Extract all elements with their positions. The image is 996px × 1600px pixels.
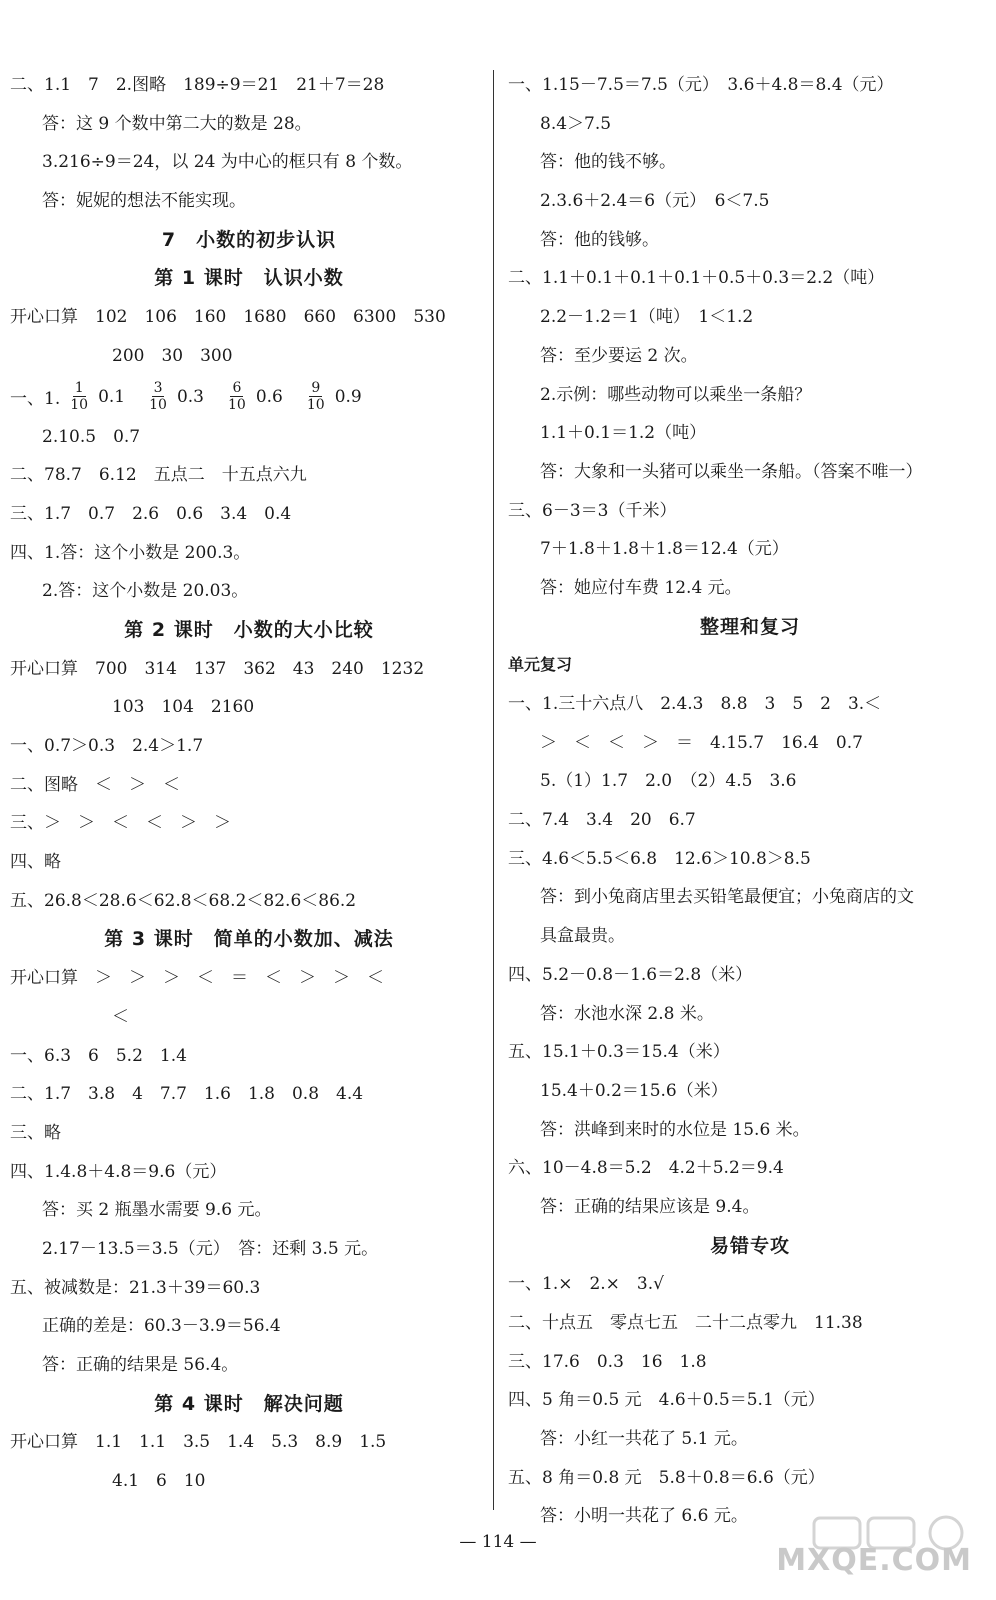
fraction-numerator: 9 <box>311 380 321 396</box>
answer-line: 四、5 角＝0.5 元 4.6＋0.5＝5.1（元） <box>508 1390 825 1411</box>
answer-line: 五、8 角＝0.8 元 5.8＋0.8＝6.6（元） <box>508 1467 825 1488</box>
answer-line: 四、1.4.8＋4.8＝9.6（元） <box>10 1161 227 1182</box>
decimal-value: 0.1 <box>98 386 126 407</box>
answer-line: 三、17.6 0.3 16 1.8 <box>508 1351 707 1372</box>
answer-line: 二、7.4 3.4 20 6.7 <box>508 810 696 831</box>
answer-line: ＞ ＜ ＜ ＞ ＝ 4.15.7 16.4 0.7 <box>540 732 863 753</box>
answer-line: 答：到小兔商店里去买铅笔最便宜；小兔商店的文 <box>540 887 914 908</box>
lesson-title: 第 1 课时 认识小数 <box>154 267 344 290</box>
answer-line: 答：洪峰到来时的水位是 15.6 米。 <box>540 1119 810 1140</box>
answer-line: 2.3.6＋2.4＝6（元） 6＜7.5 <box>540 191 770 212</box>
page-number: — 114 — <box>459 1532 537 1552</box>
answer-line: 三、6－3＝3（千米） <box>508 500 677 521</box>
answer-line: 2.2－1.2＝1（吨） 1＜1.2 <box>540 307 754 328</box>
lesson-title: 第 3 课时 简单的小数加、减法 <box>104 928 394 951</box>
answer-line: 具盒最贵。 <box>540 926 625 947</box>
answer-line: 一、1.15－7.5＝7.5（元） 3.6＋4.8＝8.4（元） <box>508 75 894 95</box>
answer-line: 5.（1）1.7 2.0 （2）4.5 3.6 <box>540 771 797 792</box>
answer-line: 二、1.7 3.8 4 7.7 1.6 1.8 0.8 4.4 <box>10 1084 364 1105</box>
decimal-value: 0.9 <box>334 386 362 407</box>
fraction-denominator: 10 <box>227 397 246 413</box>
watermark-logo <box>776 1514 986 1592</box>
answer-line: 4.1 6 10 <box>112 1471 206 1492</box>
answer-line: 一、6.3 6 5.2 1.4 <box>10 1045 187 1066</box>
answer-line: 开心口算 ＞ ＞ ＞ ＜ ＝ ＜ ＞ ＞ ＜ <box>10 968 384 989</box>
fraction-denominator: 10 <box>70 397 89 413</box>
watermark-text: MXQE.COM <box>776 1543 972 1578</box>
fraction-answer-line <box>10 376 488 418</box>
answer-line: 二、十点五 零点七五 二十二点零九 11.38 <box>508 1313 863 1333</box>
answer-line: 答：她应付车费 12.4 元。 <box>540 577 742 598</box>
answer-line: 开心口算 700 314 137 362 43 240 1232 <box>10 658 425 679</box>
answer-line: 答：小明一共花了 6.6 元。 <box>540 1506 748 1527</box>
answer-line: ＜ <box>112 1006 129 1027</box>
answer-line: 2.示例：哪些动物可以乘坐一条船？ <box>540 384 812 405</box>
left-column <box>10 66 488 1501</box>
fraction-numerator: 1 <box>74 380 84 396</box>
answer-line: 一、1.× 2.× 3.√ <box>508 1274 664 1295</box>
answer-line: 15.4＋0.2＝15.6（米） <box>540 1080 728 1101</box>
answer-line: 五、被减数是：21.3＋39＝60.3 <box>10 1277 261 1298</box>
answer-line: 一、1.三十六点八 2.4.3 8.8 3 5 2 3.＜ <box>508 694 882 714</box>
fraction-prefix: 一、1. <box>10 389 61 409</box>
fraction <box>228 380 246 413</box>
lesson-title: 第 2 课时 小数的大小比较 <box>124 618 374 641</box>
answer-line: 3.216÷9＝24，以 24 为中心的框只有 8 个数。 <box>42 152 413 173</box>
answer-line: 正确的差是：60.3－3.9＝56.4 <box>42 1316 281 1337</box>
answer-line: 四、略 <box>10 852 61 873</box>
fraction-denominator: 10 <box>149 397 167 413</box>
answer-line: 二、78.7 6.12 五点二 十五点六九 <box>10 465 307 486</box>
answer-line: 二、图略 ＜ ＞ ＜ <box>10 774 180 795</box>
answer-line: 103 104 2160 <box>112 697 255 718</box>
column-divider <box>493 70 494 1510</box>
answer-line: 四、5.2－0.8－1.6＝2.8（米） <box>508 964 753 985</box>
answer-line: 二、1.1＋0.1＋0.1＋0.1＋0.5＋0.3＝2.2（吨） <box>508 268 885 289</box>
fraction <box>307 380 325 413</box>
answer-line: 答：正确的结果应该是 9.4。 <box>540 1196 760 1217</box>
right-column <box>508 66 992 1536</box>
unit-title: 7 小数的初步认识 <box>161 228 337 251</box>
answer-line: 答：小红一共花了 5.1 元。 <box>540 1429 748 1450</box>
section-title: 整理和复习 <box>699 615 800 638</box>
answer-line: 答：他的钱不够。 <box>540 152 676 173</box>
answer-line: 答：买 2 瓶墨水需要 9.6 元。 <box>42 1200 272 1221</box>
answer-line: 五、15.1＋0.3＝15.4（米） <box>508 1042 730 1063</box>
answer-line: 答：水池水深 2.8 米。 <box>540 1003 714 1024</box>
fraction <box>149 380 167 413</box>
answer-line: 答：大象和一头猪可以乘坐一条船。（答案不唯一） <box>540 461 923 482</box>
answer-line: 答：至少要运 2 次。 <box>540 345 698 366</box>
answer-line: 2.17－13.5＝3.5（元） 答：还剩 3.5 元。 <box>42 1238 379 1259</box>
answer-line: 2.答：这个小数是 20.03。 <box>42 581 249 602</box>
answer-line: 2.10.5 0.7 <box>42 426 141 447</box>
answer-line: 7＋1.8＋1.8＋1.8＝12.4（元） <box>540 539 789 560</box>
answer-line: 六、10－4.8＝5.2 4.2＋5.2＝9.4 <box>508 1158 784 1179</box>
answer-line: 答：正确的结果是 56.4。 <box>42 1355 239 1375</box>
answer-line: 四、1.答：这个小数是 200.3。 <box>10 542 251 563</box>
answer-line: 一、0.7＞0.3 2.4＞1.7 <box>10 736 204 756</box>
answer-line: 开心口算 1.1 1.1 3.5 1.4 5.3 8.9 1.5 <box>10 1432 387 1453</box>
answer-line: 1.1＋0.1＝1.2（吨） <box>540 423 707 444</box>
answer-line: 答：妮妮的想法不能实现。 <box>42 191 246 212</box>
subsection-title: 单元复习 <box>508 655 573 675</box>
answer-line: 三、4.6＜5.5＜6.8 12.6＞10.8＞8.5 <box>508 848 811 869</box>
answer-line: 五、26.8＜28.6＜62.8＜68.2＜82.6＜86.2 <box>10 890 357 911</box>
fraction-numerator: 3 <box>153 380 163 396</box>
section-title: 易错专攻 <box>709 1234 790 1257</box>
decimal-value: 0.6 <box>255 386 283 407</box>
decimal-value: 0.3 <box>176 386 204 407</box>
answer-line: 二、1.1 7 2.图略 189÷9＝21 21＋7＝28 <box>10 75 385 95</box>
answer-line: 200 30 300 <box>112 345 233 366</box>
answer-line: 开心口算 102 106 160 1680 660 6300 530 <box>10 307 446 328</box>
lesson-title: 第 4 课时 解决问题 <box>154 1392 344 1415</box>
fraction <box>70 380 88 413</box>
answer-line: 答：这 9 个数中第二大的数是 28。 <box>42 113 312 134</box>
fraction-numerator: 6 <box>232 380 242 396</box>
answer-line: 答：他的钱够。 <box>540 229 659 250</box>
answer-line: 三、＞ ＞ ＜ ＜ ＞ ＞ <box>10 813 231 834</box>
answer-line: 三、略 <box>10 1122 61 1143</box>
fraction-denominator: 10 <box>306 397 325 413</box>
answer-line: 8.4＞7.5 <box>540 113 612 134</box>
answer-line: 三、1.7 0.7 2.6 0.6 3.4 0.4 <box>10 503 292 524</box>
